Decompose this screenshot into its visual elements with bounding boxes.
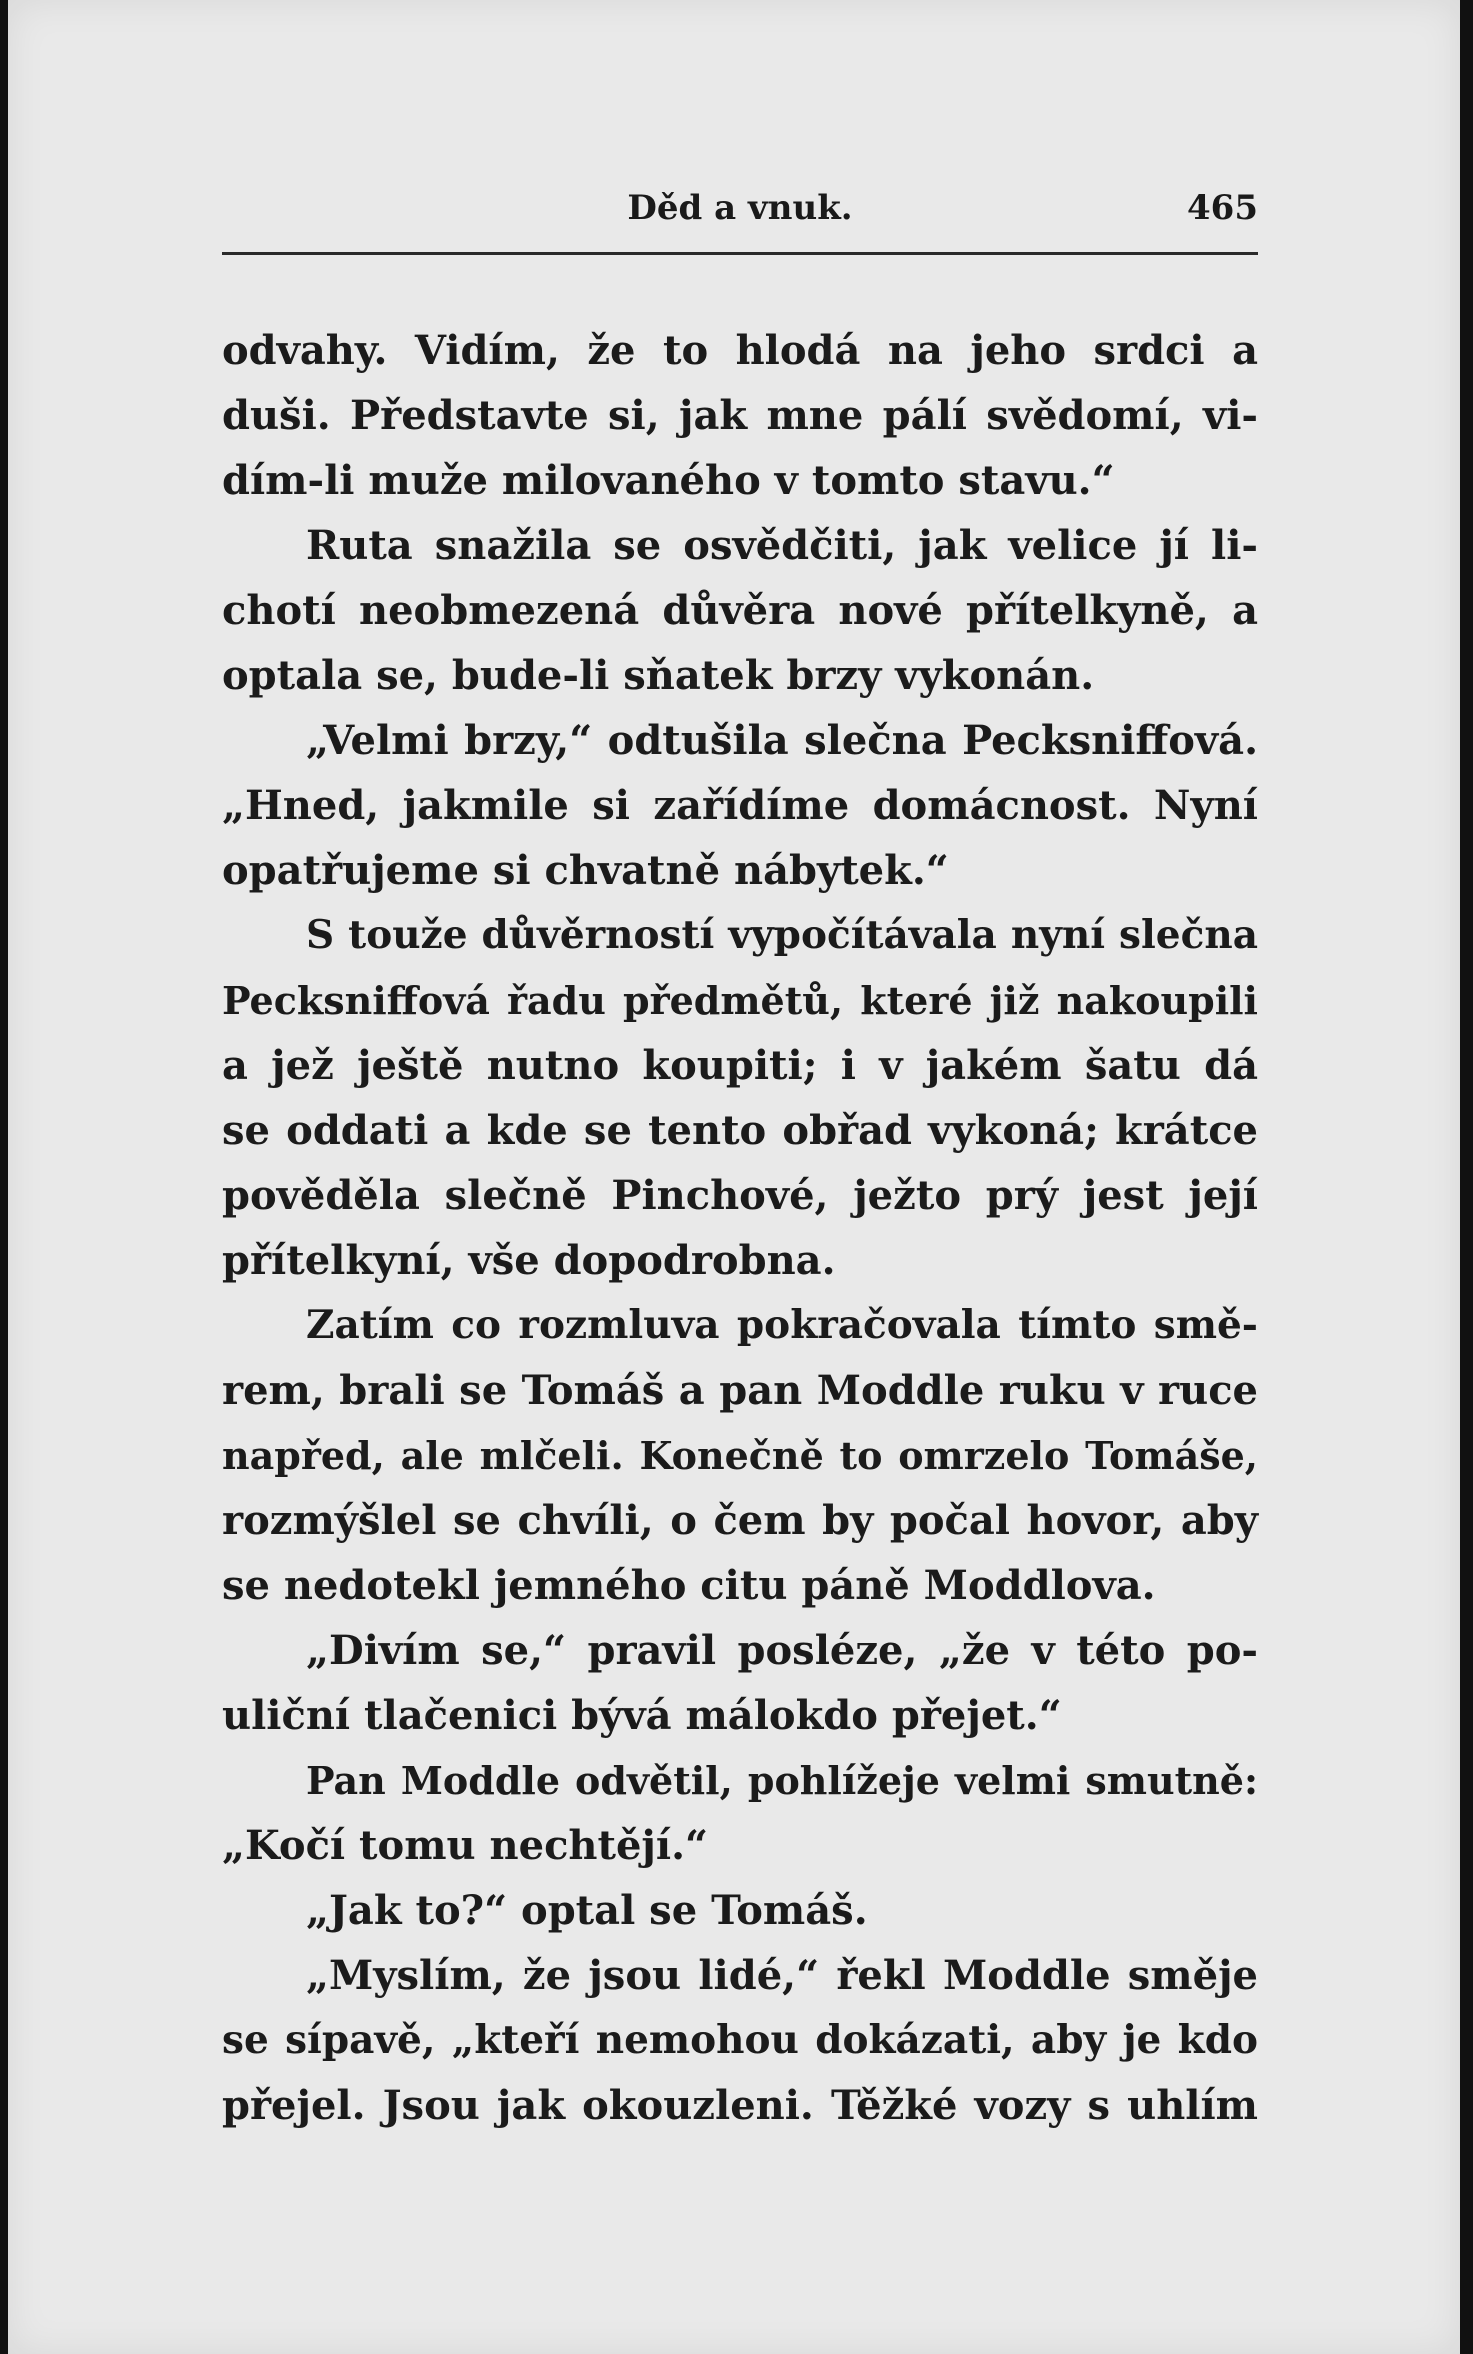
text-line: opatřujeme si chvatně nábytek.“ bbox=[222, 847, 949, 894]
text-line: přítelkyní, vše dopodrobna. bbox=[222, 1237, 836, 1284]
text-line: a jež ještě nutno koupiti; i v jakém šatu dá bbox=[222, 1042, 1258, 1089]
page-number: 465 bbox=[1187, 188, 1258, 228]
text-line: dím-li muže milovaného v tomto stavu.“ bbox=[222, 457, 1115, 504]
running-title: Děd a vnuk. bbox=[627, 188, 853, 228]
text-line: Ruta snažila se osvědčiti, jak velice jí li- bbox=[306, 522, 1258, 569]
page-header bbox=[222, 188, 1258, 238]
body-text bbox=[222, 318, 1258, 2138]
text-line: chotí neobmezená důvěra nové přítelkyně, a bbox=[222, 587, 1258, 634]
text-line: duši. Představte si, jak mne pálí svědomí, vi- bbox=[222, 392, 1258, 439]
text-line: „Myslím, že jsou lidé,“ řekl Moddle směje bbox=[306, 1952, 1258, 1999]
text-line: „Divím se,“ pravil posléze, „že v této po- bbox=[306, 1627, 1258, 1674]
text-line: S touže důvěrností vypočítávala nyní slečna bbox=[306, 912, 1258, 958]
text-line: se oddati a kde se tento obřad vykoná; krátce bbox=[222, 1107, 1258, 1154]
text-line: Pan Moddle odvětil, pohlížeje velmi smutně: bbox=[306, 1758, 1258, 1803]
text-line: pověděla slečně Pinchové, ježto prý jest její bbox=[222, 1172, 1258, 1219]
text-line: „Hned, jakmile si zařídíme domácnost. Nyní bbox=[222, 782, 1258, 829]
text-line: rozmýšlel se chvíli, o čem by počal hovor, aby bbox=[222, 1497, 1258, 1544]
text-line: napřed, ale mlčeli. Konečně to omrzelo Tomáše, bbox=[222, 1433, 1258, 1478]
text-line: „Jak to?“ optal se Tomáš. bbox=[306, 1887, 868, 1934]
text-line: „Kočí tomu nechtějí.“ bbox=[222, 1822, 709, 1869]
text-line: přejel. Jsou jak okouzleni. Těžké vozy s uhlím bbox=[222, 2082, 1258, 2129]
text-line: se sípavě, „kteří nemohou dokázati, aby je kdo bbox=[222, 2017, 1258, 2063]
text-line: optala se, bude-li sňatek brzy vykonán. bbox=[222, 652, 1095, 699]
text-line: „Velmi brzy,“ odtušila slečna Pecksniffová. bbox=[306, 717, 1258, 764]
text-line: odvahy. Vidím, že to hlodá na jeho srdci a bbox=[222, 327, 1258, 374]
text-line: se nedotekl jemného citu páně Moddlova. bbox=[222, 1562, 1156, 1609]
text-line: rem, brali se Tomáš a pan Moddle ruku v ruce bbox=[222, 1367, 1258, 1414]
header-rule bbox=[222, 252, 1258, 255]
text-line: Pecksniffová řadu předmětů, které již nakoupili bbox=[222, 978, 1258, 1023]
text-line: uliční tlačenici bývá málokdo přejet.“ bbox=[222, 1692, 1062, 1739]
text-line: Zatím co rozmluva pokračovala tímto smě- bbox=[306, 1302, 1258, 1348]
